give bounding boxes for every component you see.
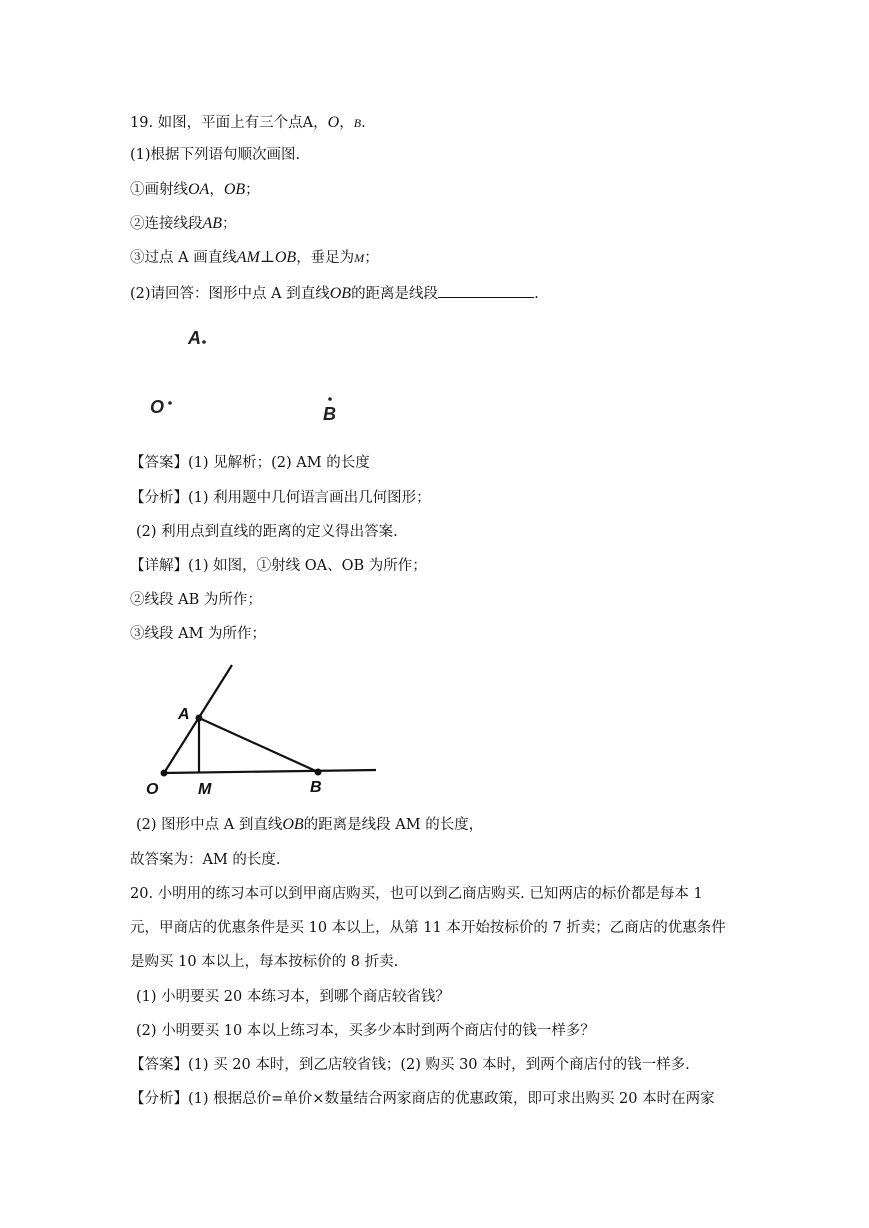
step-text: (2)请回答：图形中点 A 到直线 — [130, 286, 330, 302]
fig2-label-b: B — [310, 779, 322, 796]
analysis-line-2: (2) 利用点到直线的距离的定义得出答案. — [136, 524, 398, 540]
figure-construction — [140, 660, 390, 800]
ray-ob-line — [164, 770, 376, 773]
fig1-label-a: A — [188, 328, 201, 348]
answer-blank — [438, 283, 534, 298]
fig2-point-b — [315, 769, 322, 776]
period: . — [534, 286, 539, 302]
separator: ， — [339, 115, 354, 131]
step-text: ，垂足为 — [296, 250, 355, 266]
fig2-point-o — [161, 770, 168, 777]
line-ob: OB — [274, 249, 297, 266]
segment-ab: AB — [202, 215, 223, 232]
q20-paragraph-line-2: 元，甲商店的优惠条件是买 10 本以上，从第 11 本开始按标价的 7 折卖；乙商店的优惠条件 — [130, 920, 726, 936]
detail-line-1: 【详解】(1) 如图，①射线 OA、OB 为所作； — [130, 558, 427, 574]
stem-text: 如图，平面上有三个点 — [157, 115, 303, 131]
detail-line-3: ③线段 AM 为所作； — [130, 626, 267, 642]
punct: ； — [245, 182, 260, 198]
fig2-label-m: M — [198, 781, 212, 798]
final-answer-line: 故答案为：AM 的长度. — [130, 852, 281, 868]
q19-stem — [130, 113, 366, 133]
step-text: ②连接线段 — [130, 216, 203, 232]
step-connect-ab — [130, 214, 237, 234]
q20-subquestion-2: (2) 小明要买 10 本以上练习本，买多少本时到两个商店付的钱一样多？ — [136, 1023, 595, 1039]
fig1-point-o — [168, 401, 172, 405]
segment-ab-line — [199, 718, 318, 772]
point-o-label: O — [327, 114, 340, 131]
answer-line: 【答案】(1) 见解析；(2) AM 的长度 — [130, 455, 370, 471]
fig2-label-a: A — [178, 706, 190, 723]
ray-oa: OA — [188, 181, 210, 198]
figure-three-points — [140, 315, 360, 445]
q20-subquestion-1: (1) 小明要买 20 本练习本，到哪个商店较省钱？ — [136, 989, 450, 1005]
step-text: 的距离是线段 — [351, 286, 439, 302]
separator: ， — [209, 182, 224, 198]
q20-paragraph-line-1: 20. 小明用的练习本可以到甲商店购买，也可以到乙商店购买. 已知两店的标价都是每本 1 — [130, 886, 703, 902]
step-1-heading: (1)根据下列语句顺次画图. — [130, 147, 301, 163]
line-ob: OB — [329, 285, 352, 302]
q20-paragraph-line-3: 是购买 10 本以上，每本按标价的 8 折卖. — [130, 954, 399, 970]
fig1-point-a — [202, 340, 206, 344]
foot-m: M — [354, 251, 365, 265]
period: . — [361, 115, 366, 131]
conclusion-text: 的距离是线段 AM 的长度， — [303, 817, 484, 833]
q20-analysis-line: 【分析】(1) 根据总价=单价×数量结合两家商店的优惠政策，即可求出购买 20 本时在两家 — [130, 1091, 715, 1107]
point-b-label: B — [353, 116, 362, 130]
point-a-label: A — [302, 115, 314, 131]
analysis-line-1: 【分析】(1) 利用题中几何语言画出几何图形； — [130, 490, 431, 506]
ray-ob: OB — [223, 181, 246, 198]
fig1-label-b: B — [323, 404, 336, 424]
step-perpendicular — [130, 248, 379, 268]
detail-line-2: ②线段 AB 为所作； — [130, 592, 262, 608]
conclusion-text: (2) 图形中点 A 到直线 — [136, 817, 283, 833]
punct: ； — [364, 250, 379, 266]
question-number: 19. — [130, 115, 154, 131]
step-question — [130, 283, 539, 304]
line-am: AM — [236, 249, 260, 266]
step-draw-rays — [130, 180, 260, 200]
conclusion-line — [136, 815, 483, 835]
fig2-point-a — [196, 715, 203, 722]
separator: ， — [313, 115, 328, 131]
perp-symbol: ⊥ — [259, 249, 275, 266]
fig2-label-o: O — [146, 781, 159, 798]
step-text: ③过点 A 画直线 — [130, 250, 237, 266]
q20-answer-line: 【答案】(1) 买 20 本时，到乙店较省钱；(2) 购买 30 本时，到两个商店付的钱一样多. — [130, 1057, 690, 1073]
line-ob: OB — [282, 816, 304, 833]
fig1-label-o: O — [150, 397, 165, 417]
fig1-point-b — [328, 397, 332, 401]
step-text: ①画射线 — [130, 182, 188, 198]
punct: ； — [222, 216, 237, 232]
